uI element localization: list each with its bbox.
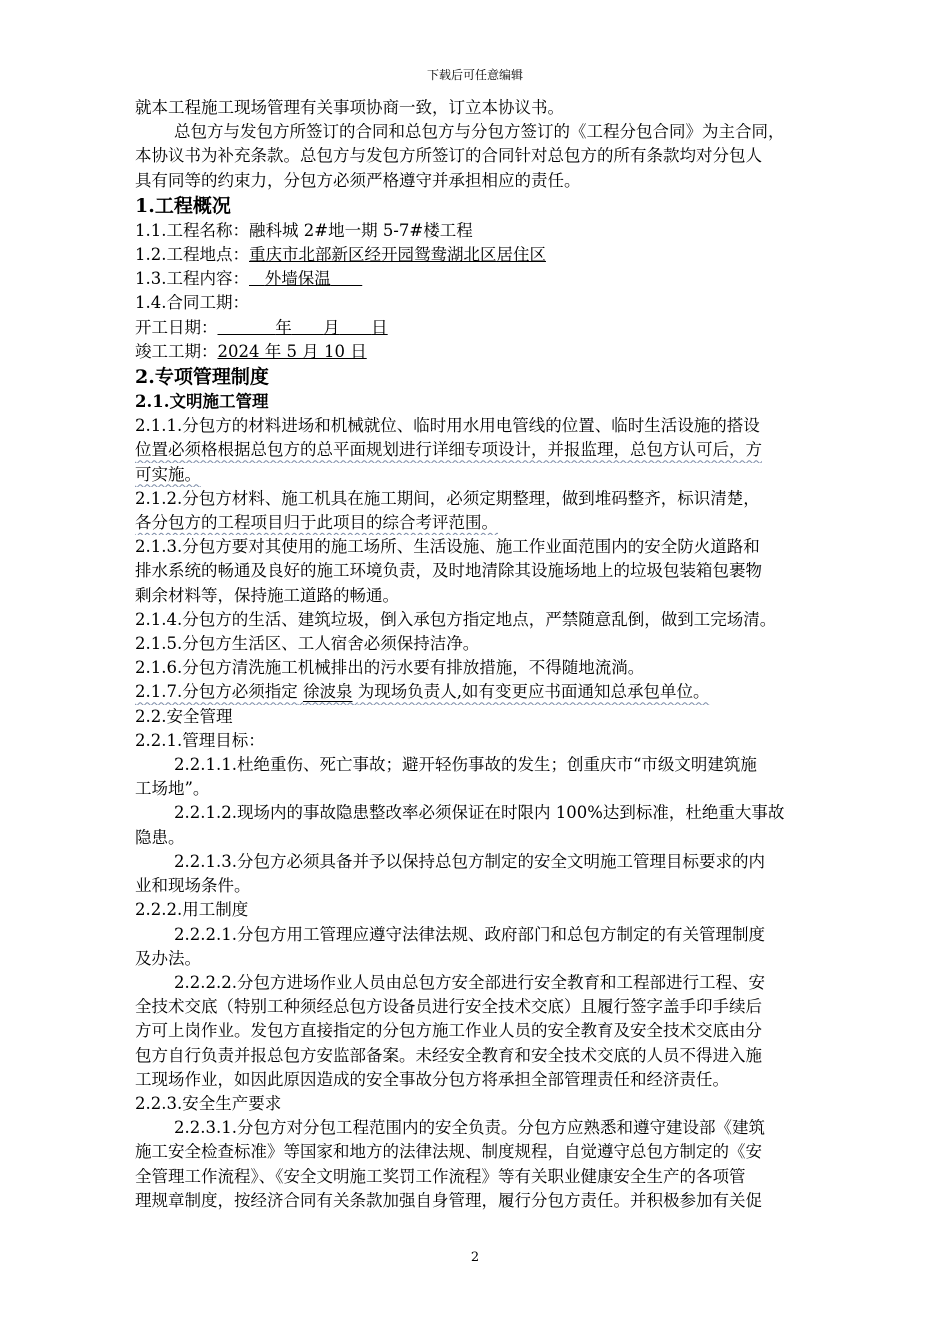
- end-date-value: 2024 年 5 月 10 日: [217, 341, 367, 361]
- section-2-2-3-title: 2.2.3.安全生产要求: [135, 1093, 282, 1113]
- project-name-row: [135, 219, 880, 243]
- section-2-2-2-title: 2.2.2.用工制度: [135, 900, 249, 920]
- clause-line: 剩余材料等，保持施工道路的畅通。: [135, 585, 399, 605]
- clause-line: 2.2.3.1.分包方对分包工程范围内的安全负责。分包方应熟悉和遵守建设部《建筑: [174, 1118, 765, 1138]
- clause-line: 工场地”。: [135, 779, 210, 799]
- clause-line: 2.2.1.1.杜绝重伤、死亡事故；避开轻伤事故的发生；创重庆市“市级文明建筑施: [174, 755, 757, 775]
- start-date-row: [135, 316, 880, 340]
- intro-line: 就本工程施工现场管理有关事项协商一致，订立本协议书。: [135, 98, 564, 117]
- clause-line: 施工安全检查标准》等国家和地方的法律法规、制度规程，自觉遵守总包方制定的《安: [135, 1142, 762, 1162]
- clause-line: 全管理工作流程》、《安全文明施工奖罚工作流程》等有关职业健康安全生产的各项管: [135, 1166, 746, 1186]
- clause-line: 方可上岗作业。发包方直接指定的分包方施工作业人员的安全教育及安全技术交底由分: [135, 1021, 762, 1041]
- section-2-2-1-title: 2.2.1.管理目标：: [135, 730, 265, 750]
- start-date-value: 年 月 日: [275, 317, 388, 337]
- clause-line: 2.1.1.分包方的材料进场和机械就位、临时用水用电管线的位置、临时生活设施的搭设: [135, 416, 760, 436]
- project-address-row: [135, 243, 880, 267]
- project-address-label: 1.2.工程地点：: [135, 245, 249, 265]
- clause-line: 2.1.2.分包方材料、施工机具在施工期间，必须定期整理，做到堆码整齐，标识清楚，: [135, 488, 760, 508]
- clause-line: 2.1.6.分包方清洗施工机械排出的污水要有排放措施，不得随地流淌。: [135, 658, 645, 678]
- project-name-value: 融科城 2#地一期 5-7#楼工程: [249, 220, 473, 240]
- start-date-label: 开工日期：: [135, 317, 218, 337]
- clause-line: 2.1.7.分包方必须指定 徐波泉 为现场负责人,如有变更应书面通知总承包单位。: [135, 682, 710, 702]
- clause-line: 位置必须格根据总包方的总平面规划进行详细专项设计，并报监理，总包方认可后，方: [135, 440, 762, 460]
- clause-line: 可实施。: [135, 464, 201, 484]
- clause-line: 2.1.3.分包方要对其使用的施工场所、生活设施、施工作业面范围内的安全防火道路和: [135, 537, 760, 557]
- clause-line: 隐患。: [135, 827, 185, 847]
- clause-line: 工现场作业，如因此原因造成的安全事故分包方将承担全部管理责任和经济责任。: [135, 1069, 729, 1089]
- clause-line: 2.2.1.3.分包方必须具备并予以保持总包方制定的安全文明施工管理目标要求的内: [174, 851, 765, 871]
- document-body: [135, 96, 880, 1213]
- clause-line: 及办法。: [135, 948, 201, 968]
- intro-line: 总包方与发包方所签订的合同和总包方与分包方签订的《工程分包合同》为主合同，: [174, 122, 785, 142]
- clause-line: 排水系统的畅通及良好的施工环境负责，及时地清除其设施场地上的垃圾包装箱包裹物: [135, 561, 762, 581]
- section-1-title: 1.工程概况: [135, 194, 231, 217]
- clause-line: 2.2.1.2.现场内的事故隐患整改率必须保证在时限内 100%达到标准，杜绝重大事故: [174, 803, 785, 823]
- end-date-label: 竣工工期：: [135, 341, 218, 361]
- clause-line: 2.2.2.2.分包方进场作业人员由总包方安全部进行安全教育和工程部进行工程、安: [174, 972, 765, 992]
- project-content-row: [135, 267, 880, 291]
- clause-line: 业和现场条件。: [135, 876, 251, 896]
- intro-line: 具有同等的约束力，分包方必须严格遵守并承担相应的责任。: [135, 170, 581, 190]
- project-address-value: 重庆市北部新区经开园鸳鸯湖北区居住区: [249, 245, 546, 265]
- intro-line: 本协议书为补充条款。总包方与发包方所签订的合同针对总包方的所有条款均对分包人: [135, 146, 762, 166]
- project-content-label: 1.3.工程内容：: [135, 269, 249, 289]
- page-number: 2: [470, 1250, 480, 1265]
- contract-period-label: 1.4.合同工期：: [135, 293, 249, 313]
- header-note: 下载后可任意编辑: [426, 68, 523, 82]
- clause-line: 各分包方的工程项目归于此项目的综合考评范围。: [135, 513, 498, 533]
- clause-line: 全技术交底（特别工种须经总包方设备员进行安全技术交底）且履行签字盖手印手续后: [135, 997, 762, 1017]
- project-content-value: 外墙保温: [264, 269, 331, 289]
- end-date-row: [135, 340, 880, 364]
- site-manager-name: 徐波泉: [302, 682, 353, 702]
- clause-line: 2.1.4.分包方的生活、建筑垃圾，倒入承包方指定地点，严禁随意乱倒，做到工完场清。: [135, 609, 777, 629]
- project-name-label: 1.1.工程名称：: [135, 220, 249, 240]
- clause-line: 2.2.2.1.分包方用工管理应遵守法律法规、政府部门和总包方制定的有关管理制度: [174, 924, 765, 944]
- clause-line: 2.1.5.分包方生活区、工人宿舍必须保持洁净。: [135, 634, 480, 654]
- section-2-1-title: 2.1.文明施工管理: [135, 392, 269, 412]
- section-2-title: 2.专项管理制度: [135, 366, 269, 389]
- section-2-2-title: 2.2.安全管理: [135, 706, 233, 726]
- clause-line: 理规章制度，按经济合同有关条款加强自身管理，履行分包方责任。并积极参加有关促: [135, 1190, 762, 1210]
- clause-line: 包方自行负责并报总包方安监部备案。未经安全教育和安全技术交底的人员不得进入施: [135, 1045, 762, 1065]
